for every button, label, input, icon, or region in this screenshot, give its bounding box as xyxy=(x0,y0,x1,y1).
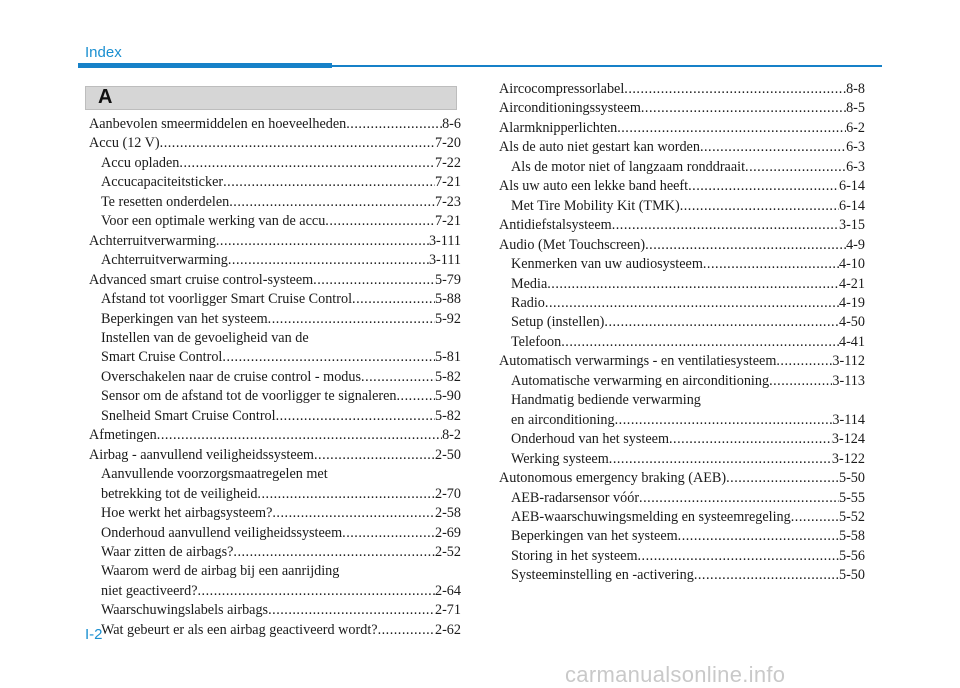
entry-page: 4-10 xyxy=(838,256,865,273)
section-letter: A xyxy=(98,86,113,108)
index-entry xyxy=(89,232,461,251)
index-subentry xyxy=(89,368,461,387)
dot-leader xyxy=(198,582,435,601)
entry-page: 5-81 xyxy=(434,349,461,366)
index-subentry xyxy=(499,547,865,566)
entry-page: 5-82 xyxy=(434,407,461,424)
entry-text: Onderhoud van het systeem xyxy=(511,431,669,448)
index-column-left xyxy=(89,115,461,640)
index-entry xyxy=(499,119,865,138)
entry-page: 2-50 xyxy=(434,446,461,463)
dot-leader xyxy=(776,352,832,371)
entry-page: 2-71 xyxy=(434,602,461,619)
index-column-right xyxy=(499,80,865,586)
dot-leader xyxy=(276,407,435,426)
dot-leader xyxy=(645,236,846,255)
entry-page: 5-88 xyxy=(434,291,461,308)
entry-page: 3-114 xyxy=(832,411,865,428)
dot-leader xyxy=(624,80,846,99)
index-entry xyxy=(499,236,865,255)
entry-text: niet geactiveerd? xyxy=(101,582,198,599)
entry-text: Airconditioningssysteem xyxy=(499,100,641,117)
index-subentry xyxy=(89,601,461,620)
dot-leader xyxy=(615,411,833,430)
entry-page: 8-5 xyxy=(846,100,865,117)
dot-leader xyxy=(233,543,435,562)
entry-text: Aanbevolen smeermiddelen en hoeveelheden xyxy=(89,116,347,132)
dot-leader xyxy=(745,158,846,177)
dot-leader xyxy=(700,138,846,157)
index-subentry xyxy=(499,158,865,177)
entry-page: 7-21 xyxy=(434,174,461,191)
entry-text: Alarmknipperlichten xyxy=(499,119,618,136)
index-subentry xyxy=(499,275,865,294)
entry-page: 5-92 xyxy=(434,310,461,327)
entry-page: 3-111 xyxy=(428,232,461,249)
dot-leader xyxy=(216,232,429,251)
index-entry xyxy=(499,177,865,196)
entry-text: Afstand tot voorligger Smart Cruise Control xyxy=(101,291,353,308)
index-entry-continued: Aanvullende voorzorgsmaatregelen met xyxy=(101,466,328,483)
index-subentry xyxy=(89,193,461,212)
entry-text: Radio xyxy=(511,294,545,311)
dot-leader xyxy=(641,99,846,118)
entry-page: 3-112 xyxy=(832,353,865,370)
entry-page: 5-82 xyxy=(434,368,461,385)
index-subentry xyxy=(499,566,865,585)
index-subentry xyxy=(89,154,461,173)
entry-text: Als de auto niet gestart kan worden xyxy=(499,139,700,156)
index-subentry xyxy=(89,543,461,562)
index-subentry xyxy=(499,255,865,274)
entry-page: 7-22 xyxy=(434,154,461,171)
entry-text: Systeeminstelling en -activering xyxy=(511,567,694,584)
dot-leader xyxy=(669,430,832,449)
entry-text: Autonomous emergency braking (AEB) xyxy=(499,470,727,487)
entry-text: Kenmerken van uw audiosysteem xyxy=(511,256,703,273)
entry-text: Als de motor niet of langzaam ronddraait xyxy=(511,158,746,175)
index-subentry xyxy=(89,212,461,231)
dot-leader xyxy=(160,134,435,153)
index-subentry xyxy=(89,621,461,640)
entry-text: Te resetten onderdelen xyxy=(101,193,230,210)
section-header-a xyxy=(85,86,457,110)
index-subentry xyxy=(499,450,865,469)
dot-leader xyxy=(609,450,832,469)
dot-leader xyxy=(769,372,832,391)
entry-page: 8-8 xyxy=(846,81,865,97)
index-entry xyxy=(499,138,865,157)
index-subentry xyxy=(89,407,461,426)
entry-page: 6-3 xyxy=(846,139,865,156)
entry-text: Automatisch verwarmings - en ventilatiesysteem xyxy=(499,353,777,370)
index-subentry xyxy=(499,508,865,527)
index-subentry xyxy=(89,582,461,601)
dot-leader xyxy=(272,504,435,523)
index-subentry xyxy=(89,173,461,192)
index-entry xyxy=(499,216,865,235)
entry-text: Accu (12 V) xyxy=(89,135,160,152)
dot-leader xyxy=(612,216,839,235)
index-entry xyxy=(89,426,461,445)
entry-text: Audio (Met Touchscreen) xyxy=(499,236,646,253)
index-entry-continued: Instellen van de gevoeligheid van de xyxy=(101,329,309,346)
dot-leader xyxy=(361,368,435,387)
dot-leader xyxy=(228,251,429,270)
entry-page: 4-50 xyxy=(838,314,865,331)
entry-page: 5-50 xyxy=(838,470,865,487)
dot-leader xyxy=(223,173,435,192)
entry-text: Voor een optimale werking van de accu xyxy=(101,213,326,230)
entry-text: Met Tire Mobility Kit (TMK) xyxy=(511,197,680,214)
index-subentry xyxy=(89,348,461,367)
dot-leader xyxy=(257,485,435,504)
dot-leader xyxy=(688,177,839,196)
index-entry xyxy=(89,134,461,153)
entry-text: Snelheid Smart Cruise Control xyxy=(101,407,276,424)
entry-text: Beperkingen van het systeem xyxy=(101,310,268,327)
entry-text: Onderhoud aanvullend veiligheidssysteem xyxy=(101,524,343,541)
entry-page: 5-79 xyxy=(434,271,461,288)
dot-leader xyxy=(726,469,839,488)
dot-leader xyxy=(617,119,846,138)
entry-page: 7-23 xyxy=(434,193,461,210)
dot-leader xyxy=(547,275,839,294)
entry-text: Wat gebeurt er als een airbag geactiveerd wordt? xyxy=(101,621,378,638)
entry-page: 5-52 xyxy=(838,508,865,525)
dot-leader xyxy=(694,566,839,585)
index-entry-continued: Handmatig bediende verwarming xyxy=(511,392,701,409)
index-subentry xyxy=(89,251,461,270)
entry-page: 6-2 xyxy=(846,119,865,136)
entry-page: 2-70 xyxy=(434,485,461,502)
entry-page: 3-15 xyxy=(838,217,865,234)
dot-leader xyxy=(222,348,435,367)
dot-leader xyxy=(342,524,435,543)
entry-page: 4-21 xyxy=(838,275,865,292)
dot-leader xyxy=(313,271,435,290)
dot-leader xyxy=(346,115,442,134)
header-rule-thick xyxy=(78,63,332,68)
entry-page: 3-124 xyxy=(831,431,865,448)
entry-page: 5-58 xyxy=(838,528,865,545)
dot-leader xyxy=(378,621,435,640)
dot-leader xyxy=(325,212,435,231)
header-rule-thin xyxy=(332,65,882,67)
index-subentry xyxy=(499,430,865,449)
entry-text: Achterruitverwarming xyxy=(89,232,216,249)
entry-page: 7-20 xyxy=(434,135,461,152)
entry-page: 3-122 xyxy=(831,450,865,467)
index-entry xyxy=(499,80,865,99)
dot-leader xyxy=(639,489,839,508)
entry-text: Waarschuwingslabels airbags xyxy=(101,602,269,619)
index-entry xyxy=(499,469,865,488)
entry-text: en airconditioning xyxy=(511,411,615,428)
entry-page: 2-52 xyxy=(434,543,461,560)
entry-text: Advanced smart cruise control-systeem xyxy=(89,271,314,288)
entry-text: Sensor om de afstand tot de voorligger te signaleren xyxy=(101,388,397,405)
entry-page: 5-50 xyxy=(838,567,865,584)
index-entry xyxy=(89,446,461,465)
entry-page: 5-56 xyxy=(838,547,865,564)
index-subentry xyxy=(89,485,461,504)
entry-page: 4-9 xyxy=(846,236,865,253)
entry-text: Accu opladen xyxy=(101,154,180,171)
entry-page: 2-69 xyxy=(434,524,461,541)
entry-text: Als uw auto een lekke band heeft xyxy=(499,178,689,195)
entry-text: Automatische verwarming en airconditioning xyxy=(511,372,770,389)
index-subentry xyxy=(89,310,461,329)
entry-text: Overschakelen naar de cruise control - modus xyxy=(101,368,362,385)
index-subentry xyxy=(499,372,865,391)
index-subentry xyxy=(89,290,461,309)
entry-text: Storing in het systeem xyxy=(511,547,638,564)
entry-text: Aircocompressorlabel xyxy=(499,81,625,97)
dot-leader xyxy=(791,508,839,527)
dot-leader xyxy=(703,255,839,274)
entry-page: 7-21 xyxy=(434,213,461,230)
entry-text: Hoe werkt het airbagsysteem? xyxy=(101,505,273,522)
entry-text: Smart Cruise Control xyxy=(101,349,223,366)
entry-page: 6-3 xyxy=(846,158,865,175)
entry-page: 4-19 xyxy=(838,294,865,311)
dot-leader xyxy=(604,313,839,332)
index-subentry xyxy=(499,294,865,313)
watermark: carmanualsonline.info xyxy=(565,662,786,687)
entry-text: Achterruitverwarming xyxy=(101,252,228,269)
index-entry xyxy=(89,271,461,290)
index-subentry xyxy=(499,333,865,352)
index-entry xyxy=(499,352,865,371)
entry-page: 3-113 xyxy=(832,372,865,389)
entry-text: Antidiefstalsysteem xyxy=(499,217,612,234)
entry-text: Accucapaciteitsticker xyxy=(101,174,224,191)
index-entry-continued: Waarom werd de airbag bij een aanrijding xyxy=(101,563,340,580)
entry-page: 4-41 xyxy=(838,333,865,350)
index-entry xyxy=(499,99,865,118)
index-subentry xyxy=(499,489,865,508)
entry-page: 8-2 xyxy=(442,427,461,444)
entry-text: Afmetingen xyxy=(89,427,157,444)
index-subentry xyxy=(499,313,865,332)
entry-text: AEB-radarsensor vóór xyxy=(511,489,640,506)
dot-leader xyxy=(678,527,839,546)
index-entry xyxy=(89,115,461,134)
entry-text: Waar zitten de airbags? xyxy=(101,543,234,560)
entry-page: 5-55 xyxy=(838,489,865,506)
entry-page: 2-58 xyxy=(434,505,461,522)
index-subentry xyxy=(499,197,865,216)
page-number: I-2 xyxy=(85,626,103,643)
entry-text: AEB-waarschuwingsmelding en systeemregeling xyxy=(511,508,791,525)
entry-page: 6-14 xyxy=(838,197,865,214)
index-title: Index xyxy=(85,44,122,61)
entry-page: 3-111 xyxy=(428,252,461,269)
index-subentry xyxy=(89,387,461,406)
dot-leader xyxy=(268,310,435,329)
index-subentry xyxy=(499,527,865,546)
dot-leader xyxy=(545,294,839,313)
dot-leader xyxy=(268,601,435,620)
dot-leader xyxy=(680,197,839,216)
entry-page: 6-14 xyxy=(838,178,865,195)
dot-leader xyxy=(314,446,435,465)
entry-text: Setup (instellen) xyxy=(511,314,605,331)
index-subentry xyxy=(89,504,461,523)
entry-page: 5-90 xyxy=(434,388,461,405)
entry-page: 2-62 xyxy=(434,621,461,638)
entry-text: Media xyxy=(511,275,548,292)
entry-text: Airbag - aanvullend veiligheidssysteem xyxy=(89,446,314,463)
index-subentry xyxy=(89,524,461,543)
entry-text: Telefoon xyxy=(511,333,562,350)
index-subentry xyxy=(499,411,865,430)
entry-text: betrekking tot de veiligheid xyxy=(101,485,258,502)
dot-leader xyxy=(561,333,839,352)
entry-text: Werking systeem xyxy=(511,450,609,467)
dot-leader xyxy=(179,154,435,173)
dot-leader xyxy=(352,290,435,309)
entry-page: 2-64 xyxy=(434,582,461,599)
dot-leader xyxy=(638,547,839,566)
dot-leader xyxy=(229,193,435,212)
entry-text: Beperkingen van het systeem xyxy=(511,528,678,545)
dot-leader xyxy=(157,426,442,445)
entry-page: 8-6 xyxy=(442,116,461,132)
dot-leader xyxy=(397,387,435,406)
